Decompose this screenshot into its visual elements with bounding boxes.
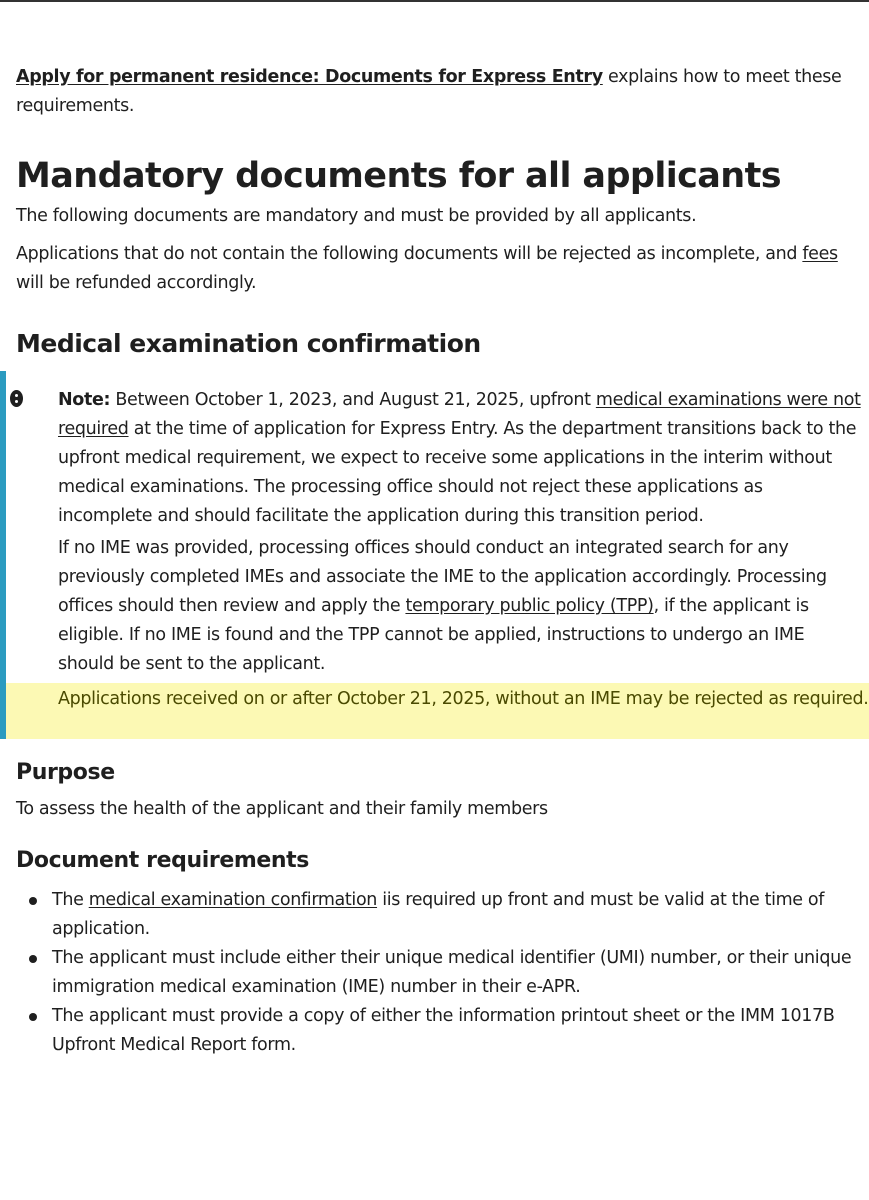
note-callout bbox=[0, 371, 869, 739]
top-divider bbox=[0, 0, 869, 2]
mandatory-documents-heading: Mandatory documents for all applicants bbox=[16, 156, 781, 196]
list-item: The applicant must provide a copy of either the information printout sheet or the IMM 1017B Upfront Medical Report form. bbox=[52, 1002, 866, 1060]
mandatory-para-2-end: will be refunded accordingly. bbox=[16, 273, 257, 293]
note-p1-text: Between October 1, 2023, and August 21, 2025, upfront bbox=[110, 390, 596, 410]
purpose-text: To assess the health of the applicant and their family members bbox=[16, 799, 548, 819]
requirements-list bbox=[16, 886, 866, 1060]
purpose-heading: Purpose bbox=[16, 760, 115, 785]
medical-exams-not-required-link[interactable]: medical examinations were not required bbox=[58, 390, 861, 439]
note-p2-text: If no IME was provided, processing offices should conduct an integrated search for any previously completed IMEs and associate the IME to the application accordingly. Processing offices should then review and apply the bbox=[58, 538, 827, 616]
fees-link[interactable]: fees bbox=[802, 244, 838, 264]
mandatory-para-2-text: Applications that do not contain the following documents will be rejected as incomplete, and bbox=[16, 244, 803, 264]
item1-text: The bbox=[52, 890, 89, 910]
note-paragraph-2 bbox=[58, 534, 861, 679]
note-paragraph-1 bbox=[58, 386, 861, 531]
express-entry-documents-link[interactable]: Apply for permanent residence: Documents for Express Entry bbox=[16, 67, 603, 87]
note-p2-end: , if the applicant is eligible. If no IME is found and the TPP cannot be applied, instructions to undergo an IME should be sent to the applicant. bbox=[58, 596, 809, 674]
document-requirements-heading: Document requirements bbox=[16, 848, 309, 873]
temporary-public-policy-link[interactable]: temporary public policy (TPP) bbox=[405, 596, 654, 616]
note-label: Note: bbox=[58, 390, 111, 410]
page-content bbox=[16, 63, 869, 1060]
list-item bbox=[52, 886, 866, 944]
note-highlight: Applications received on or after October 21, 2025, without an IME may be rejected as required. bbox=[6, 683, 869, 739]
list-item: The applicant must include either their unique medical identifier (UMI) number, or their unique immigration medical examination (IME) number in their e-APR. bbox=[52, 944, 866, 1002]
medical-exam-heading: Medical examination confirmation bbox=[16, 329, 481, 358]
info-icon bbox=[10, 390, 23, 407]
intro-paragraph bbox=[16, 63, 866, 121]
intro-rest-text: explains how to meet these requirements. bbox=[16, 67, 842, 116]
medical-exam-confirmation-link[interactable]: medical examination confirmation bbox=[88, 890, 378, 910]
item1-end: iis required up front and must be valid at the time of application. bbox=[52, 890, 825, 939]
note-p1-end: at the time of application for Express Entry. As the department transitions back to the upfront medical requirement, we expect to receive some applications in the interim without medical examinations. The processing office should not reject these applications as incomplete and should facilitate the application during this transition period. bbox=[58, 419, 857, 526]
mandatory-para-2 bbox=[16, 240, 866, 298]
mandatory-para-1: The following documents are mandatory and must be provided by all applicants. bbox=[16, 206, 697, 226]
